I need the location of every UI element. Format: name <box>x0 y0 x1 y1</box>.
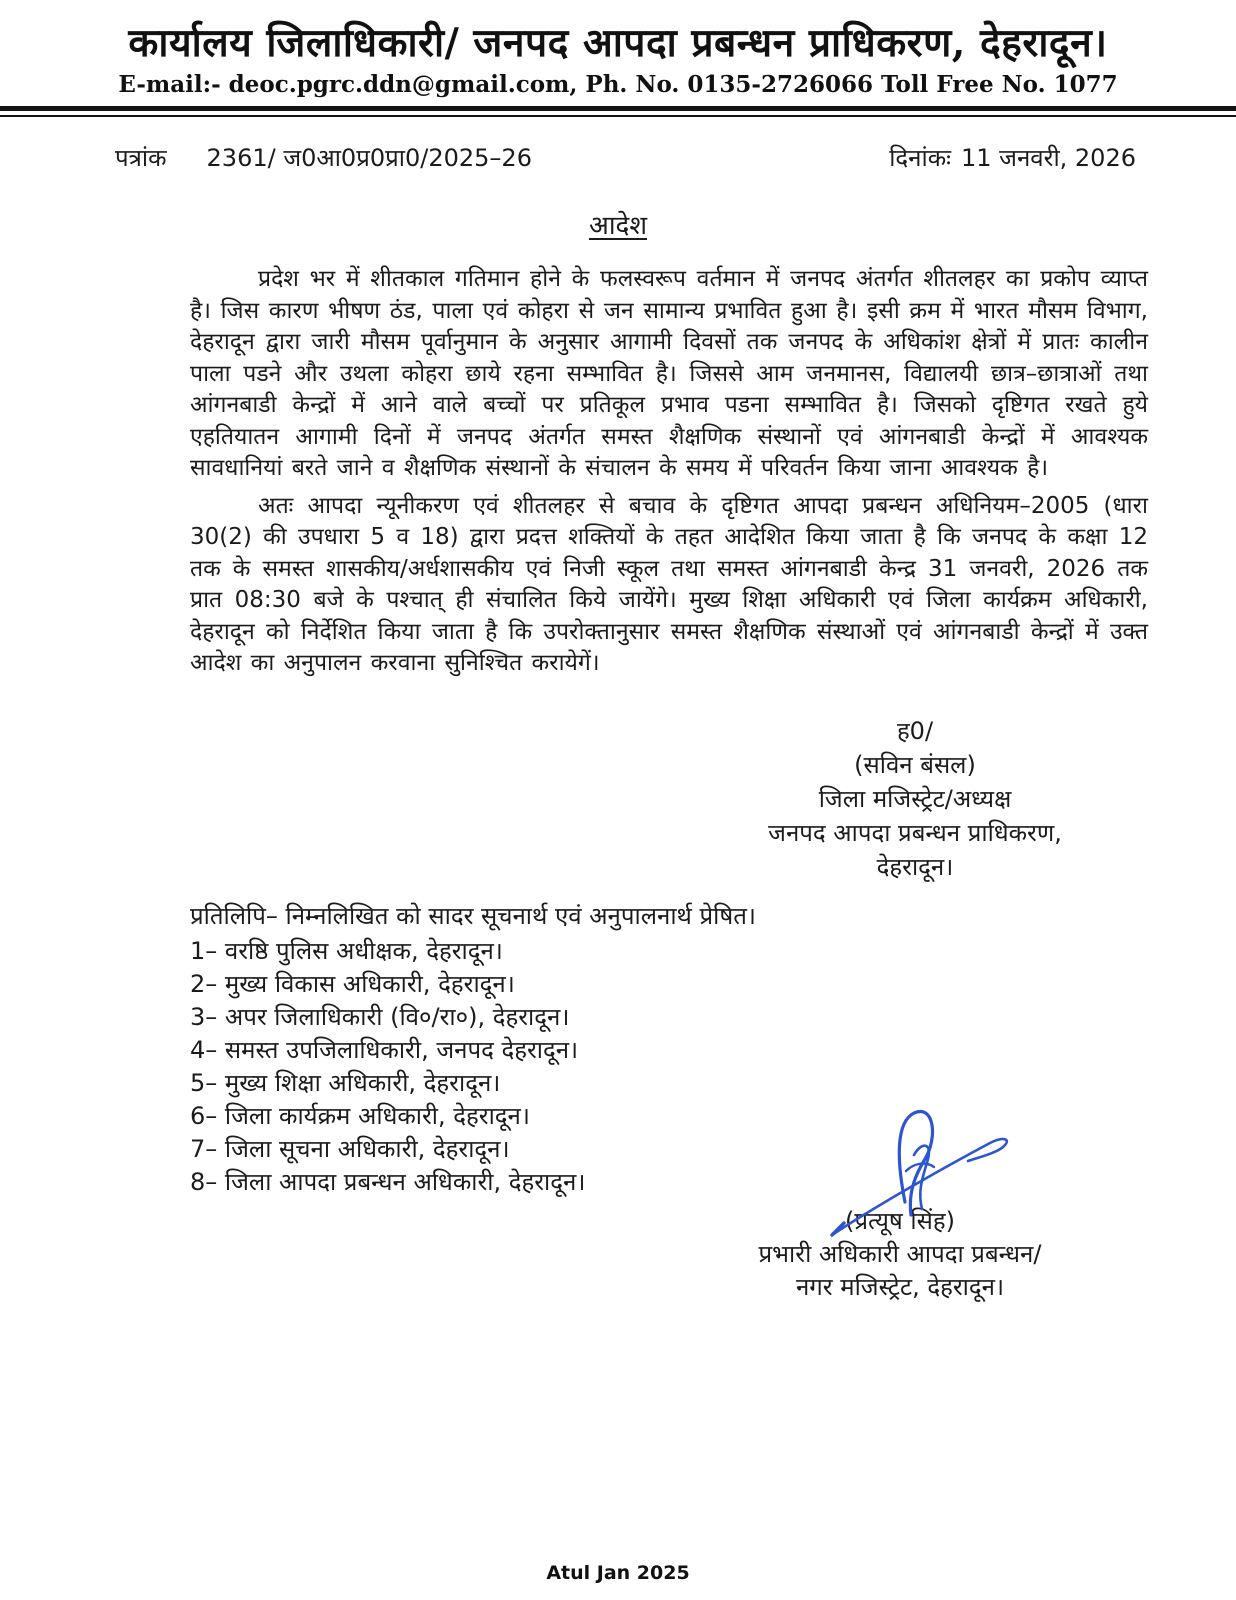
letterhead-divider <box>0 106 1236 117</box>
copies-section <box>190 900 1176 1199</box>
office-title: कार्यालय जिलाधिकारी/ जनपद आपदा प्रबन्धन प्राधिकरण, देहरादून। <box>128 20 1108 66</box>
signed-abbreviation: ह0/ <box>896 716 934 745</box>
footer-note: Atul Jan 2025 <box>546 1562 690 1584</box>
letterhead <box>0 0 1236 98</box>
copies-intro: प्रतिलिपि– निम्नलिखित को सादर सूचनार्थ एवं अनुपालनार्थ प्रेषित। <box>190 901 757 930</box>
signatory-designation-3: देहरादून। <box>876 852 954 881</box>
letter-date <box>889 141 1136 174</box>
contact-line: E-mail:- deoc.pgrc.ddn@gmail.com, Ph. No. 0135-2726066 Toll Free No. 1077 <box>118 71 1118 98</box>
order-title: आदेश <box>588 211 648 241</box>
countersign-designation-1: प्रभारी अधिकारी आपदा प्रबन्धन/ <box>758 1239 1042 1268</box>
letter-date-value: 11 जनवरी, 2026 <box>960 144 1136 172</box>
countersign-name: (प्रत्यूष सिंह) <box>845 1206 955 1235</box>
copy-item: 8– जिला आपदा प्रबन्धन अधिकारी, देहरादून। <box>190 1167 586 1196</box>
letter-date-label: दिनांकः <box>889 144 951 172</box>
signatory-designation-2: जनपद आपदा प्रबन्धन प्राधिकरण, <box>768 818 1062 847</box>
reference-row <box>115 141 1136 174</box>
copy-item: 5– मुख्य शिक्षा अधिकारी, देहरादून। <box>190 1068 501 1097</box>
signatory-block <box>700 714 1130 884</box>
order-paragraph-1: प्रदेश भर में शीतकाल गतिमान होने के फलस्वरूप वर्तमान में जनपद अंतर्गत शीतलहर का प्रकोप व्याप्त है। जिस कारण भीषण ठंड, पाला एवं कोहरा से जन सामान्य प्रभावित हुआ है। इसी क्रम में भारत मौसम विभाग, देहरादून द्वारा जारी मौसम पूर्वानुमान के अनुसार आगामी दिवसों तक जनपद के अधिकांश क्षेत्रों में प्रातः कालीन पाला पडने और उथला कोहरा छाये रहना सम्भावित है। जिससे आम जनमानस, विद्यालयी छात्र–छात्राओं तथा आंगनबाडी केन्द्रों में आने वाले बच्चों पर प्रतिकूल प्रभाव पडना सम्भावित है। जिसको दृष्टिगत रखते हुये एहतियातन आगामी दिनों में जनपद अंतर्गत समस्त शैक्षणिक संस्थानों एवं आंगनबाडी केन्द्रों में आवश्यक सावधानियां बरते जाने व शैक्षणिक संस्थानों के संचालन के समय में परिवर्तन किया जाना आवश्यक है। <box>190 266 1148 481</box>
signatory-designation-1: जिला मजिस्ट्रेट/अध्यक्ष <box>818 784 1012 813</box>
copy-item: 7– जिला सूचना अधिकारी, देहरादून। <box>190 1134 510 1163</box>
copy-item: 2– मुख्य विकास अधिकारी, देहरादून। <box>190 969 515 998</box>
signatory-name: (सविन बंसल) <box>854 750 976 779</box>
letter-number <box>115 141 532 174</box>
countersign-designation-2: नगर मजिस्ट्रेट, देहरादून। <box>795 1272 1005 1301</box>
copy-item: 1– वरष्ठि पुलिस अधीक्षक, देहरादून। <box>190 936 503 965</box>
countersign-block <box>670 1205 1130 1304</box>
order-paragraph-2: अतः आपदा न्यूनीकरण एवं शीतलहर से बचाव के दृष्टिगत आपदा प्रबन्धन अधिनियम–2005 (धारा 30(2) की उपधारा 5 व 18) द्वारा प्रदत्त शक्तियों के तहत आदेशित किया जाता है कि जनपद के कक्षा 12 तक के समस्त शासकीय/अर्धशासकीय एवं निजी स्कूल तथा समस्त आंगनबाडी केन्द्र 31 जनवरी, 2026 तक प्रात 08:30 बजे के पश्चात् ही संचालित किये जायेंगे। मुख्य शिक्षा अधिकारी एवं जिला कार्यक्रम अधिकारी, देहरादून को निर्देशित किया जाता है कि उपरोक्तानुसार समस्त शैक्षणिक संस्थाओं एवं आंगनबाडी केन्द्रों में उक्त आदेश का अनुपालन करवाना सुनिश्चित करायेगें। <box>190 492 1148 676</box>
letter-number-label: पत्रांक <box>115 144 167 172</box>
copy-item: 3– अपर जिलाधिकारी (वि०/रा०), देहरादून। <box>190 1002 570 1031</box>
copy-item: 4– समस्त उपजिलाधिकारी, जनपद देहरादून। <box>190 1035 579 1064</box>
copy-item: 6– जिला कार्यक्रम अधिकारी, देहरादून। <box>190 1101 530 1130</box>
letter-number-value: 2361/ ज0आ0प्र0प्रा0/2025–26 <box>206 144 532 172</box>
